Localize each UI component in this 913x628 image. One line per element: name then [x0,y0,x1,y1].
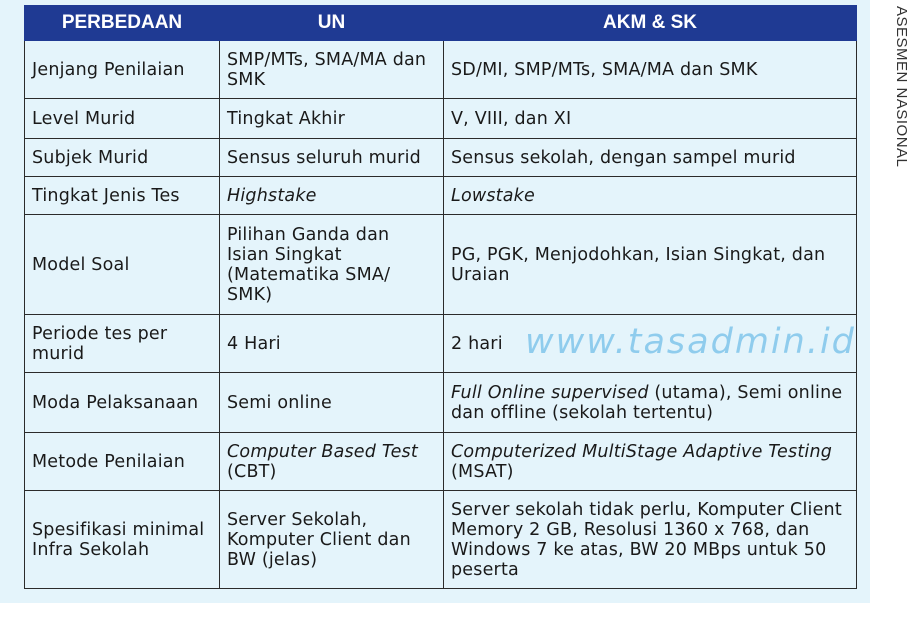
row-label: Metode Penilaian [25,433,220,491]
akm-cell: PG, PGK, Menjodohkan, Isian Singkat, dan Uraian [444,215,857,315]
akm-italic-text: Full Online supervised [451,382,649,403]
akm-plain-text: (utama), Semi online dan offline (sekolah tertentu) [451,382,843,423]
un-cell: Tingkat Akhir [220,99,444,139]
header-perbedaan: PERBEDAAN [25,6,220,41]
un-cell [220,433,444,491]
row-label: Tingkat Jenis Tes [25,177,220,215]
un-cell: Pilihan Ganda dan Isian Singkat (Matematika SMA/ SMK) [220,215,444,315]
akm-cell: Server sekolah tidak perlu, Komputer Client Memory 2 GB, Resolusi 1360 x 768, dan Windows 7 ke atas, BW 20 MBps untuk 50 peserta [444,491,857,589]
table-row [25,99,857,139]
akm-italic-text: Computerized MultiStage Adaptive Testing [451,441,833,462]
watermark-text: www.tasadmin.id [525,322,856,362]
side-label-text: ASESMEN NASIONAL [893,6,910,168]
row-label: Spesifikasi minimal Infra Sekolah [25,491,220,589]
comparison-table [24,5,857,589]
row-label: Jenjang Penilaian [25,41,220,99]
row-label: Subjek Murid [25,139,220,177]
un-cell: Highstake [220,177,444,215]
table-row [25,215,857,315]
akm-cell [444,433,857,491]
akm-cell: Lowstake [444,177,857,215]
un-plain-text: (CBT) [227,461,277,482]
row-label: Moda Pelaksanaan [25,373,220,433]
un-cell: Server Sekolah, Komputer Client dan BW (jelas) [220,491,444,589]
akm-plain-text: (MSAT) [451,461,514,482]
row-label: Level Murid [25,99,220,139]
header-un: UN [220,6,444,41]
side-label [882,6,912,206]
table-row [25,491,857,589]
un-cell: SMP/MTs, SMA/MA dan SMK [220,41,444,99]
header-akm-sk: AKM & SK [444,6,857,41]
row-label: Model Soal [25,215,220,315]
table-row [25,373,857,433]
akm-cell: Sensus sekolah, dengan sampel murid [444,139,857,177]
akm-cell: 2 hari [444,315,857,373]
akm-cell [444,373,857,433]
header-row [25,6,857,41]
row-label: Periode tes per murid [25,315,220,373]
un-cell: Sensus seluruh murid [220,139,444,177]
un-italic-text: Computer Based Test [227,441,418,462]
akm-cell: V, VIII, dan XI [444,99,857,139]
akm-cell: SD/MI, SMP/MTs, SMA/MA dan SMK [444,41,857,99]
table-row [25,315,857,373]
un-cell: 4 Hari [220,315,444,373]
un-cell: Semi online [220,373,444,433]
table-row [25,139,857,177]
table-row [25,433,857,491]
table-row [25,177,857,215]
table-row [25,41,857,99]
